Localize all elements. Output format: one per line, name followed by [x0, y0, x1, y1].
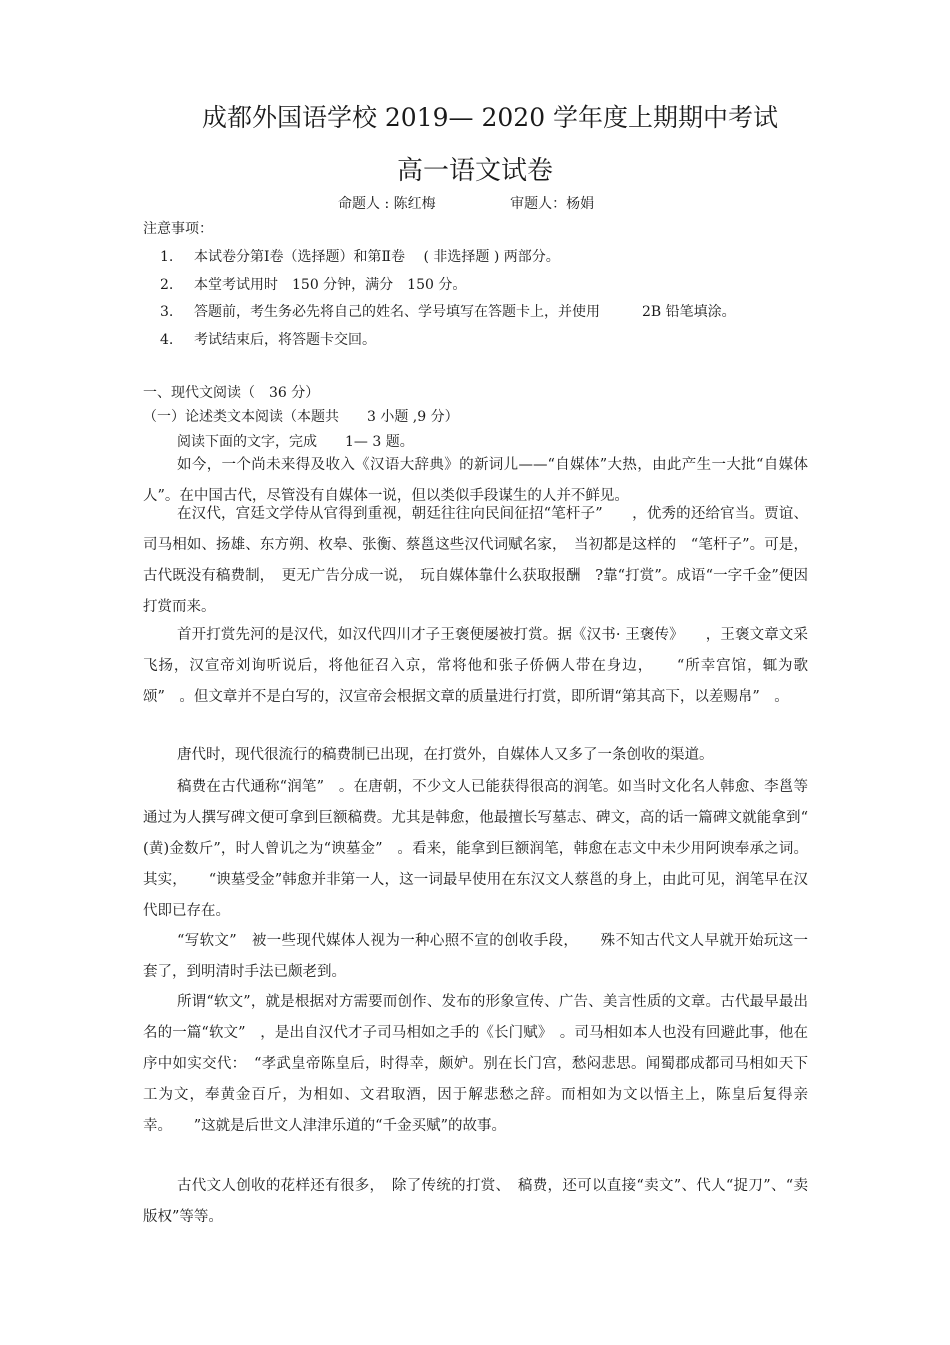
note-item [160, 329, 376, 349]
note-item [160, 246, 560, 266]
reviewer-label: 审题人：杨娟 [510, 196, 595, 212]
reading-instruction: 阅读下面的文字，完成 1— 3 题。 [177, 434, 414, 450]
reading-paragraph: 在汉代，宫廷文学侍从官得到重视，朝廷往往向民间征招“笔杆子” ，优秀的还给官当。贾谊、司马相如、扬雄、东方朔、枚皋、张衡、蔡邕这些汉代词赋名家， 当初都是这样的 “笔杆子”。可是，古代既没有稿费制， 更无广告分成一说， 玩自媒体靠什么获取报酬 ?靠“打赏”。成语“一字千金”便因打赏而来。 [143, 506, 808, 615]
reading-paragraph: 唐代时，现代很流行的稿费制已出现，在打赏外，自媒体人又多了一条创收的渠道。 [177, 747, 714, 763]
note-text: 本试卷分第Ⅰ卷（选择题）和第Ⅱ卷 ( 非选择题 ) 两部分。 [194, 249, 560, 265]
reading-paragraph: 古代文人创收的花样还有很多， 除了传统的打赏、 稿费，还可以直接“卖文”、代人“捉刀”、“卖版权”等等。 [143, 1178, 808, 1225]
setter-label: 命题人 : 陈红梅 [338, 196, 436, 212]
exam-subtitle: 高一语文试卷 [396, 156, 553, 186]
reading-paragraph: “写软文” 被一些现代媒体人视为一种心照不宣的创收手段， 殊不知古代文人早就开始玩这一套了，到明清时手法已颇老到。 [143, 933, 808, 980]
note-number: 1. [160, 249, 174, 265]
note-number: 4. [160, 332, 174, 348]
section-subheading: （一）论述类文本阅读（本题共 3 小题 ,9 分） [143, 409, 459, 425]
reading-paragraph: 稿费在古代通称“润笔” 。在唐朝，不少文人已能获得很高的润笔。如当时文化名人韩愈、李邕等通过为人撰写碑文便可拿到巨额稿费。尤其是韩愈，他最擅长写墓志、碑文，高的话一篇碑文就能拿到“ (黄)金数斤”，时人曾讥之为“谀墓金” 。看来，能拿到巨额润笔，韩愈在志文中未少用阿谀奉承之词。其实， “谀墓受金”韩愈并非第一人，这一词最早使用在东汉文人蔡邕的身上，由此可见，润笔早在汉代即已存在。 [143, 779, 823, 919]
notes-heading: 注意事项： [143, 221, 213, 237]
authors-line [338, 193, 594, 213]
note-item [160, 301, 736, 321]
reading-paragraph: 首开打赏先河的是汉代，如汉代四川才子王褒便屡被打赏。据《汉书· 王褒传》 ，王褒文章文采飞扬，汉宣帝刘询听说后，将他征召入京，常将他和张子侨俩人带在身边， “所幸宫馆，辄为歌颂” 。但文章并不是白写的，汉宣帝会根据文章的质量进行打赏，即所谓“第其高下，以差赐帛” 。 [143, 627, 808, 705]
section-heading: 一、现代文阅读（ 36 分） [143, 385, 320, 401]
reading-paragraph: 如今，一个尚未来得及收入《汉语大辞典》的新词儿——“自媒体”大热，由此产生一大批“自媒体人”。在中国古代，尽管没有自媒体一说，但以类似手段谋生的人并不鲜见。 [143, 457, 808, 504]
note-text: 本堂考试用时 150 分钟，满分 150 分。 [194, 277, 467, 293]
note-text: 答题前，考生务必先将自己的姓名、学号填写在答题卡上，并使用 2B 铅笔填涂。 [194, 304, 736, 320]
note-text: 考试结束后，将答题卡交回。 [194, 332, 376, 348]
exam-title: 成都外国语学校 2019— 2020 学年度上期期中考试 [201, 103, 779, 132]
note-number: 3. [160, 304, 174, 320]
note-item [160, 274, 466, 294]
reading-paragraph: 所谓“软文”，就是根据对方需要而创作、发布的形象宣传、广告、美言性质的文章。古代最早最出名的一篇“软文” ，是出自汉代才子司马相如之手的《长门赋》 。司马相如本人也没有回避此事，他在序中如实交代： “孝武皇帝陈皇后，时得幸，颇妒。别在长门宫，愁闷悲思。闻蜀郡成都司马相如天下工为文，奉黄金百斤，为相如、文君取酒，因于解悲愁之辞。而相如为文以悟主上，陈皇后复得亲幸。 ”这就是后世文人津津乐道的“千金买赋”的故事。 [143, 994, 808, 1134]
note-number: 2. [160, 277, 174, 293]
